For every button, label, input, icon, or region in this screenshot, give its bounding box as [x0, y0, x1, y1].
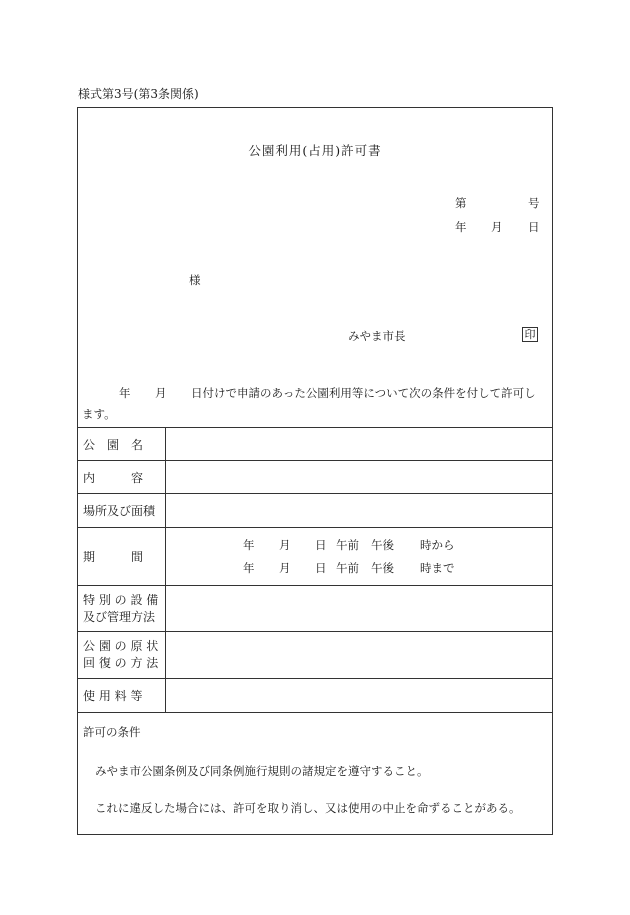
number-prefix: 第 — [455, 196, 467, 210]
row-label-restoration-line1: 公 園 の 原 状 — [83, 639, 159, 653]
row-label-restoration — [83, 638, 160, 672]
table-line — [77, 493, 553, 494]
period-end-day: 日 — [315, 561, 327, 575]
document-title: 公園利用(占用)許可書 — [248, 143, 382, 158]
intro-text-line2: ます。 — [82, 407, 116, 421]
period-end-until: 時まで — [420, 561, 455, 575]
period-end-month: 月 — [279, 561, 291, 575]
conditions-heading: 許可の条件 — [83, 725, 141, 739]
period-start-pm: 午後 — [371, 538, 394, 552]
period-end-year: 年 — [243, 561, 255, 575]
addressee-suffix: 様 — [189, 273, 201, 287]
period-start-am: 午前 — [336, 538, 359, 552]
table-column-divider — [165, 427, 166, 712]
row-label-period: 期 間 — [83, 550, 144, 564]
condition-item-2: これに違反した場合には、許可を取り消し、又は使用の中止を命ずることがある。 — [95, 801, 521, 815]
row-label-place-area: 場所及び面積 — [83, 504, 156, 518]
date-year-label: 年 — [455, 220, 467, 234]
period-start-from: 時から — [420, 538, 455, 552]
table-line — [77, 712, 553, 713]
date-month-label: 月 — [491, 220, 503, 234]
intro-text-line1: 日付けで申請のあった公園利用等について次の条件を付して許可し — [191, 386, 536, 400]
seal-mark: 印 — [522, 327, 538, 342]
row-label-fee: 使 用 料 等 — [83, 689, 143, 703]
row-label-park-name: 公 園 名 — [83, 438, 144, 452]
condition-item-1: みやま市公園条例及び同条例施行規則の諸規定を遵守すること。 — [95, 764, 429, 778]
row-label-special-facilities-line1: 特 別 の 設 備 — [83, 593, 159, 607]
row-label-content: 内 容 — [83, 471, 144, 485]
table-line — [77, 678, 553, 679]
table-line — [77, 527, 553, 528]
table-line — [77, 585, 553, 586]
period-start-month: 月 — [279, 538, 291, 552]
intro-year-label: 年 — [119, 386, 131, 400]
period-end-am: 午前 — [336, 561, 359, 575]
period-start-day: 日 — [315, 538, 327, 552]
date-day-label: 日 — [528, 220, 540, 234]
issuer-name: みやま市長 — [348, 329, 406, 343]
form-number-label: 様式第3号(第3条関係) — [78, 87, 199, 101]
table-line — [77, 460, 553, 461]
period-end-pm: 午後 — [371, 561, 394, 575]
row-label-restoration-line2: 回 復 の 方 法 — [83, 656, 159, 670]
number-suffix: 号 — [528, 196, 540, 210]
table-line — [77, 427, 553, 428]
period-start-year: 年 — [243, 538, 255, 552]
row-label-special-facilities — [83, 592, 160, 626]
intro-month-label: 月 — [155, 386, 167, 400]
table-line — [77, 631, 553, 632]
row-label-special-facilities-line2: 及び管理方法 — [83, 610, 156, 624]
